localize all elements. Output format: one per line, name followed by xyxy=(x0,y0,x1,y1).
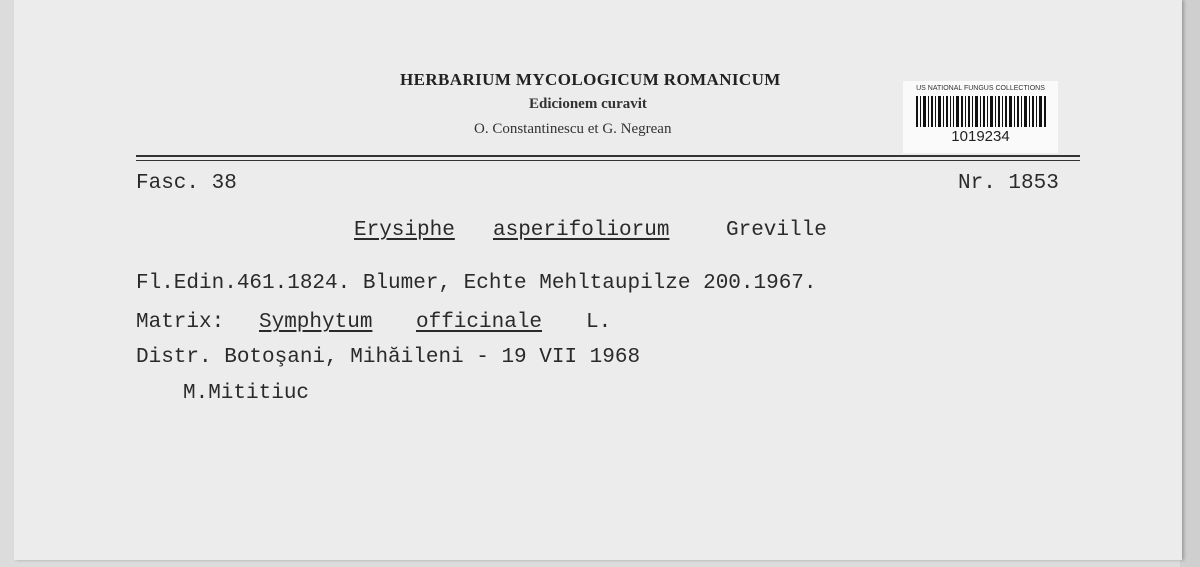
barcode-sticker xyxy=(903,81,1058,153)
edition-line: Edicionem curavit xyxy=(529,96,647,112)
collector-name: M.Mititiuc xyxy=(183,382,310,405)
fascicle-number: Fasc. 38 xyxy=(136,172,237,195)
divider-rule-thin xyxy=(136,160,1080,161)
host-genus: Symphytum xyxy=(259,311,373,334)
background-edge xyxy=(1180,0,1200,567)
locality-date: Distr. Botoşani, Mihăileni - 19 VII 1968 xyxy=(136,346,641,369)
host-species: officinale xyxy=(416,311,543,334)
matrix-label: Matrix: xyxy=(136,311,225,334)
barcode-number: 1019234 xyxy=(951,128,1010,145)
divider-rule xyxy=(136,155,1080,157)
specimen-number: Nr. 1853 xyxy=(958,172,1059,195)
editors-line: O. Constantinescu et G. Negrean xyxy=(474,121,672,137)
host-author: L. xyxy=(586,311,612,334)
taxon-species: asperifoliorum xyxy=(493,219,670,242)
taxon-genus: Erysiphe xyxy=(354,219,455,242)
taxon-author: Greville xyxy=(726,219,827,242)
literature-reference: Fl.Edin.461.1824. Blumer, Echte Mehltaupilze 200.1967. xyxy=(136,272,817,295)
barcode-bars xyxy=(916,96,1046,127)
barcode-institution: US NATIONAL FUNGUS COLLECTIONS xyxy=(916,85,1045,92)
herbarium-title: HERBARIUM MYCOLOGICUM ROMANICUM xyxy=(400,70,781,89)
